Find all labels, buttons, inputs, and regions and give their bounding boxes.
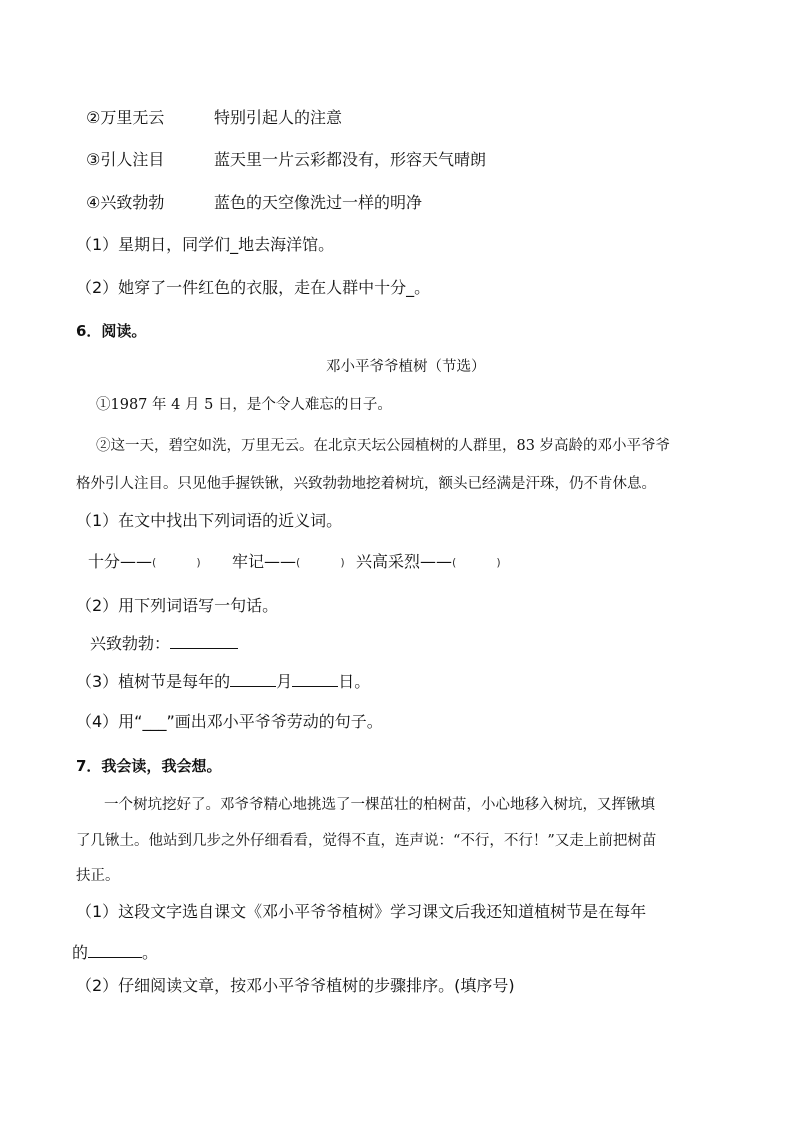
match-meaning-3: 蓝天里一片云彩都没有，形容天气晴朗 — [214, 150, 487, 169]
q7-sub-1-line-2: 的 。 — [72, 943, 159, 962]
q7-sub-1-line-1: （1）这段文字选自课文《邓小平爷爷植树》学习课文后我还知道植树节是在每年 — [76, 902, 647, 921]
match-idiom-4: ④兴致勃勃 — [86, 193, 165, 212]
question-6-heading: 6．阅读。 — [76, 322, 147, 340]
answer-box-1[interactable]: ( ) — [152, 555, 201, 569]
question-7-heading: 7．我会读，我会想。 — [76, 757, 222, 775]
synonym-item-1 — [88, 552, 201, 573]
month-blank[interactable] — [230, 670, 276, 687]
synonym-word-1: 十分—— — [88, 552, 153, 571]
match-meaning-4: 蓝色的天空像洗过一样的明净 — [214, 193, 423, 212]
q6-sub-2-prompt — [90, 632, 238, 654]
match-meaning-2: 特别引起人的注意 — [214, 108, 343, 127]
q6-sub-3: （3）植树节是每年的 月 日。 — [76, 672, 371, 691]
passage-para-1: ①1987 年 4 月 5 日，是个令人难忘的日子。 — [96, 397, 392, 413]
answer-box-2[interactable]: ( ) — [296, 555, 345, 569]
fill-question-2: （2）她穿了一件红色的衣服，走在人群中十分_。 — [76, 278, 431, 297]
q7-passage-line-3: 扶正。 — [76, 868, 120, 884]
synonym-item-2 — [232, 552, 345, 573]
passage-para-2-line-1: ②这一天，碧空如洗，万里无云。在北京天坛公园植树的人群里，83 岁高龄的邓小平爷爷 — [96, 438, 671, 454]
fill-question-1: （1）星期日，同学们_地去海洋馆。 — [76, 235, 335, 254]
answer-box-3[interactable]: ( ) — [452, 555, 501, 569]
day-blank[interactable] — [292, 670, 338, 687]
synonym-item-3 — [356, 552, 501, 573]
sub-2-word: 兴致勃勃： — [90, 634, 171, 653]
match-idiom-2: ②万里无云 — [86, 108, 165, 127]
q7-passage-line-1: 一个树坑挖好了。邓爷爷精心地挑选了一棵茁壮的柏树苗，小心地移入树坑，又挥锹填 — [104, 797, 655, 813]
q6-sub-1: （1）在文中找出下列词语的近义词。 — [76, 511, 343, 530]
match-idiom-3: ③引人注目 — [86, 150, 165, 169]
sentence-answer-blank[interactable] — [170, 632, 238, 649]
passage-title: 邓小平爷爷植树（节选） — [326, 359, 486, 375]
q7-passage-line-2: 了几锹土。他站到几步之外仔细看看，觉得不直，连声说：“不行，不行！”又走上前把树苗 — [76, 833, 657, 849]
arbor-day-blank[interactable] — [88, 941, 142, 958]
passage-para-2-line-2: 格外引人注目。只见他手握铁锹，兴致勃勃地挖着树坑，额头已经满是汗珠，仍不肯休息。 — [76, 476, 656, 492]
synonym-word-2: 牢记—— — [232, 552, 297, 571]
q6-sub-4: （4）用“___”画出邓小平爷爷劳动的句子。 — [76, 712, 383, 731]
q7-sub-2: （2）仔细阅读文章，按邓小平爷爷植树的步骤排序。(填序号) — [76, 976, 515, 995]
synonym-word-3: 兴高采烈—— — [356, 552, 453, 571]
q6-sub-2: （2）用下列词语写一句话。 — [76, 596, 279, 615]
